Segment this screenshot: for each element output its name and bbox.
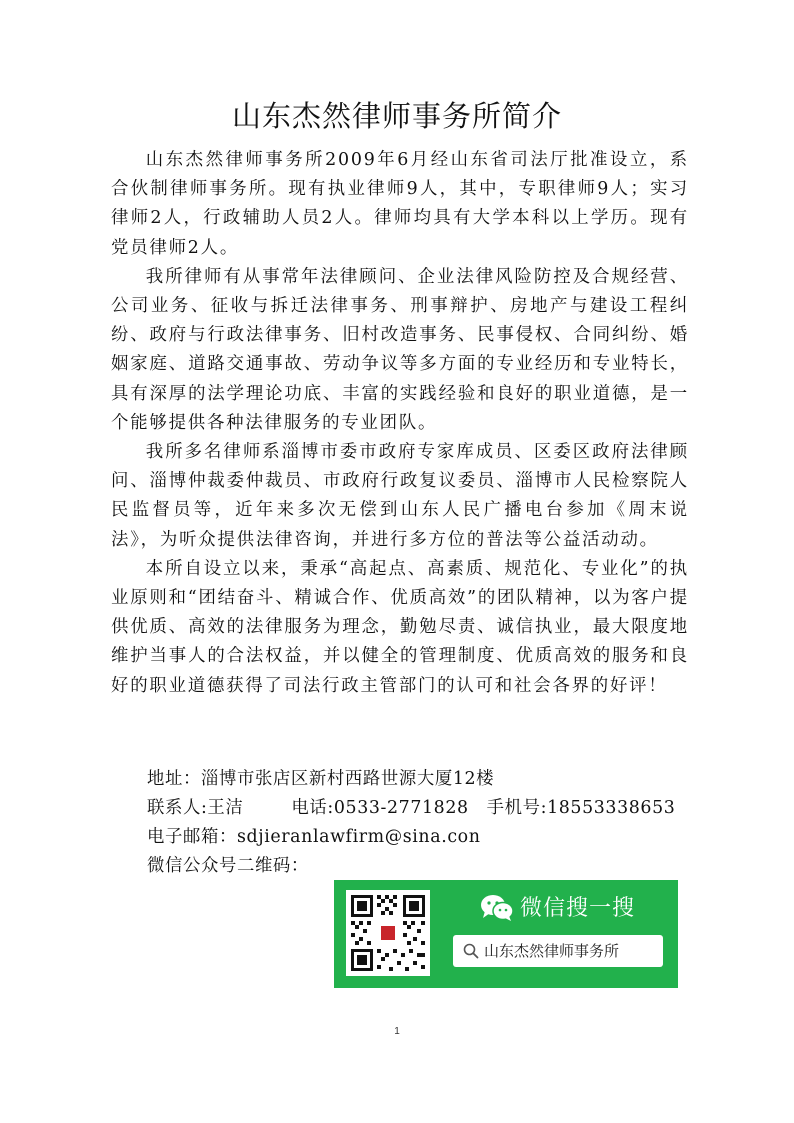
document-title: 山东杰然律师事务所简介 — [231, 99, 562, 133]
address-line: 地址：淄博市张店区新村西路世源大厦12楼 — [147, 769, 495, 789]
phone-number: 电话:0533-2771828 — [291, 798, 469, 818]
search-icon — [463, 943, 479, 963]
wechat-search-card — [334, 880, 678, 988]
paragraph-expertise: 我所律师有从事常年法律顾问、企业法律风险防控及合规经营、公司业务、征收与拆迁法律事务、刑事辩护、房地产与建设工程纠纷、政府与行政法律事务、旧村改造事务、民事侵权、合同纠纷、婚姻家庭、道路交通事故、劳动争议等多方面的专业经历和专业特长，具有深厚的法学理论功底、丰富的实践经验和良好的职业道德，是一个能够提供各种法律服务的专业团队。 — [111, 266, 689, 433]
qr-code-icon — [346, 890, 430, 976]
document-body — [111, 146, 689, 701]
wechat-search-query: 山东杰然律师事务所 — [484, 942, 620, 960]
paragraph-principles: 本所自设立以来，秉承“高起点、高素质、规范化、专业化”的执业原则和“团结奋斗、精诚合作、优质高效”的团队精神，以为客户提供优质、高效的法律服务为理念，勤勉尽责、诚信执业，最大限度地维护当事人的合法权益，并以健全的管理制度、优质高效的服务和良好的职业道德获得了司法行政主管部门的认可和社会各界的好评！ — [111, 558, 689, 696]
paragraph-intro: 山东杰然律师事务所2009年6月经山东省司法厅批准设立，系合伙制律师事务所。现有执业律师9人，其中，专职律师9人；实习律师2人，行政辅助人员2人。律师均具有大学本科以上学历。现有党员律师2人。 — [111, 150, 689, 258]
contact-section — [147, 765, 707, 881]
qr-code — [346, 890, 430, 976]
paragraph-public-service: 我所多名律师系淄博市委市政府专家库成员、区委区政府法律顾问、淄博仲裁委仲裁员、市政府行政复议委员、淄博市人民检察院人民监督员等，近年来多次无偿到山东人民广播电台参加《周末说法》，为听众提供法律咨询，并进行多方位的普法等公益活动动。 — [111, 442, 689, 550]
wechat-search-box — [453, 935, 663, 967]
wechat-logo-icon — [480, 894, 514, 926]
wechat-qr-label: 微信公众号二维码： — [147, 856, 309, 876]
phone-line — [147, 794, 707, 823]
contact-person: 联系人:王洁 — [147, 798, 244, 818]
page-number: 1 — [394, 1026, 400, 1037]
mobile-number: 手机号:18553338653 — [486, 798, 676, 818]
wechat-search-label: 微信搜一搜 — [520, 896, 636, 921]
email-line: 电子邮箱：sdjieranlawfirm@sina.con — [147, 827, 481, 847]
